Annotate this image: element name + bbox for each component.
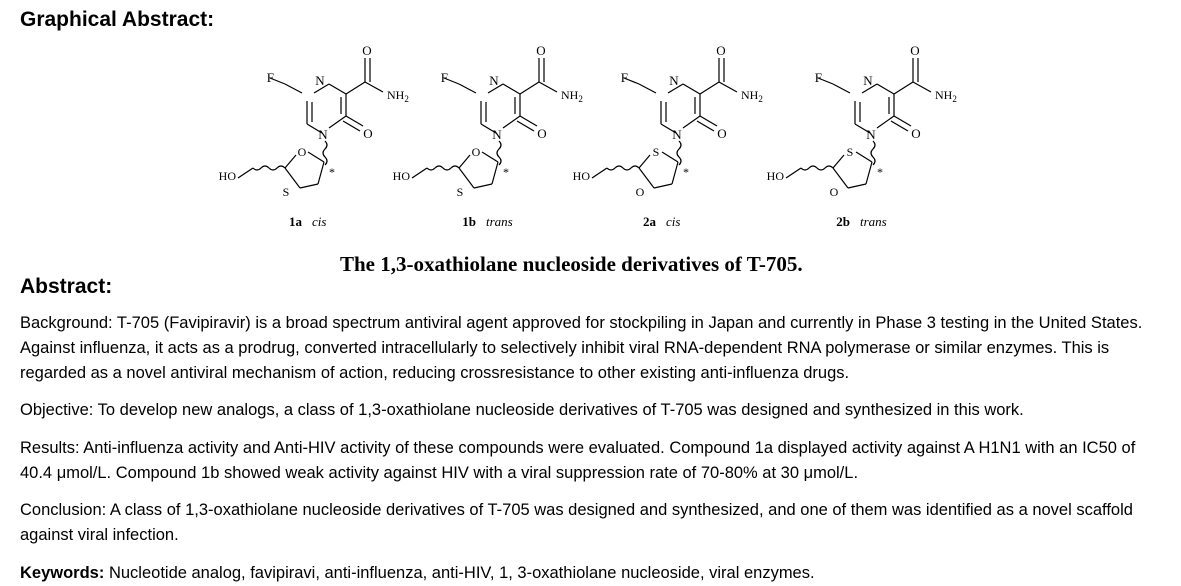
bond-line bbox=[672, 162, 678, 184]
structure-1b bbox=[393, 43, 583, 229]
ring-heteroatom-top: S bbox=[846, 145, 854, 159]
structure-1a bbox=[219, 43, 409, 229]
nitrogen-label: N bbox=[489, 73, 499, 88]
bond-line bbox=[482, 152, 498, 162]
abstract-heading: Abstract: bbox=[20, 275, 113, 298]
bond-line bbox=[300, 184, 318, 188]
nitrogen-label: N bbox=[672, 127, 682, 142]
stereocenter-star: * bbox=[503, 165, 509, 179]
bond-line bbox=[285, 155, 296, 168]
oxygen-label: O bbox=[363, 126, 373, 141]
wavy-bond bbox=[427, 166, 459, 170]
bond-line bbox=[894, 82, 913, 94]
bond-line bbox=[662, 152, 678, 162]
stereocenter-star: * bbox=[877, 165, 883, 179]
bond-line bbox=[877, 84, 894, 94]
stereo-label: cis bbox=[666, 214, 681, 229]
bond-line bbox=[474, 184, 492, 188]
bond-line bbox=[786, 168, 801, 178]
bond-line bbox=[833, 84, 850, 93]
ring-heteroatom-bottom: O bbox=[829, 185, 839, 199]
structures-svg bbox=[200, 38, 957, 283]
nitrogen-label: N bbox=[866, 127, 876, 142]
fluorine-label: F bbox=[814, 70, 822, 85]
structure-2b bbox=[767, 43, 957, 229]
hydroxyl-label: HO bbox=[572, 169, 590, 183]
bond-line bbox=[285, 84, 302, 93]
oxygen-label: O bbox=[717, 126, 727, 141]
bond-line bbox=[503, 116, 520, 128]
bond-line bbox=[913, 82, 931, 92]
keywords-text: Nucleotide analog, favipiravi, anti-influenza, anti-HIV, 1, 3-oxathiolane nucleoside, viral enzymes. bbox=[108, 564, 815, 582]
nitrogen-label: N bbox=[318, 127, 328, 142]
bond-line bbox=[639, 84, 656, 93]
compound-id-label: 2b bbox=[836, 214, 850, 229]
objective-paragraph: Objective: To develop new analogs, a class of 1,3-oxathiolane nucleoside derivatives of T-705 was designed and synthesized in this work. bbox=[20, 401, 1024, 419]
fluorine-label: F bbox=[266, 70, 274, 85]
ring-heteroatom-bottom: S bbox=[282, 185, 290, 199]
compound-id-label: 2a bbox=[643, 214, 656, 229]
oxygen-label: O bbox=[716, 43, 726, 58]
ring-heteroatom-top: O bbox=[297, 145, 307, 159]
fluorine-label: F bbox=[440, 70, 448, 85]
structure-2a bbox=[573, 43, 763, 229]
wavy-bond bbox=[607, 166, 639, 170]
bond-line bbox=[683, 84, 700, 94]
bond-line bbox=[329, 116, 346, 128]
graphical-abstract-figure bbox=[200, 38, 957, 283]
compound-id-label: 1b bbox=[462, 214, 476, 229]
bond-line bbox=[592, 168, 607, 178]
wavy-bond bbox=[253, 166, 285, 170]
amine-label: $NH_2$ bbox=[935, 88, 957, 104]
hydroxyl-label: HO bbox=[766, 169, 784, 183]
hydroxyl-label: HO bbox=[392, 169, 410, 183]
ring-heteroatom-bottom: S bbox=[456, 185, 464, 199]
bond-line bbox=[856, 152, 872, 162]
oxygen-label: O bbox=[910, 43, 920, 58]
oxygen-label: O bbox=[911, 126, 921, 141]
bond-line bbox=[308, 152, 324, 162]
bond-line bbox=[654, 184, 672, 188]
bond-line bbox=[503, 84, 520, 94]
bond-line bbox=[539, 82, 557, 92]
background-paragraph: Background: T-705 (Favipiravir) is a broad spectrum antiviral agent approved for stockpiling in Japan and currently in Phase 3 testing in the United States. Against influenza, it acts as a prodrug, converted intracellularly to selectively inhibit viral RNA-dependent RNA polymerase or similar enzymes. This is regarded as a novel antiviral mechanism of action, reducing crossresistance to other existing anti-influenza drugs. bbox=[20, 314, 1143, 382]
hydroxyl-label: HO bbox=[218, 169, 236, 183]
bond-line bbox=[492, 162, 498, 184]
wavy-bond bbox=[801, 166, 833, 170]
bond-line bbox=[459, 155, 470, 168]
bond-line bbox=[329, 84, 346, 94]
bond-line bbox=[833, 155, 844, 168]
ring-heteroatom-bottom: O bbox=[635, 185, 645, 199]
oxygen-label: O bbox=[537, 126, 547, 141]
nitrogen-label: N bbox=[492, 127, 502, 142]
stereo-label: trans bbox=[860, 214, 887, 229]
bond-line bbox=[365, 82, 383, 92]
fluorine-label: F bbox=[620, 70, 628, 85]
bond-line bbox=[877, 116, 894, 128]
bond-line bbox=[683, 116, 700, 128]
amine-label: $NH_2$ bbox=[387, 88, 409, 104]
amine-label: $NH_2$ bbox=[561, 88, 583, 104]
stereo-label: cis bbox=[312, 214, 327, 229]
nitrogen-label: N bbox=[315, 73, 325, 88]
nitrogen-label: N bbox=[669, 73, 679, 88]
oxygen-label: O bbox=[536, 43, 546, 58]
bond-line bbox=[459, 84, 476, 93]
bond-line bbox=[719, 82, 737, 92]
bond-line bbox=[866, 162, 872, 184]
bond-line bbox=[238, 168, 253, 178]
bond-line bbox=[318, 162, 324, 184]
keywords-label: Keywords: bbox=[20, 564, 105, 582]
stereo-label: trans bbox=[486, 214, 513, 229]
keywords-paragraph bbox=[20, 561, 1160, 586]
bond-line bbox=[639, 155, 650, 168]
bond-line bbox=[520, 82, 539, 94]
ring-heteroatom-top: S bbox=[652, 145, 660, 159]
conclusion-paragraph: Conclusion: A class of 1,3-oxathiolane nucleoside derivatives of T-705 was designed and synthesized, and one of them was identified as a novel scaffold against viral infection. bbox=[20, 501, 1133, 544]
ring-heteroatom-top: O bbox=[471, 145, 481, 159]
compound-id-label: 1a bbox=[289, 214, 302, 229]
amine-label: $NH_2$ bbox=[741, 88, 763, 104]
graphical-abstract-heading: Graphical Abstract: bbox=[20, 8, 215, 31]
nitrogen-label: N bbox=[863, 73, 873, 88]
stereocenter-star: * bbox=[329, 165, 335, 179]
bond-line bbox=[346, 82, 365, 94]
bond-line bbox=[848, 184, 866, 188]
bond-line bbox=[412, 168, 427, 178]
bond-line bbox=[700, 82, 719, 94]
stereocenter-star: * bbox=[683, 165, 689, 179]
oxygen-label: O bbox=[362, 43, 372, 58]
results-paragraph: Results: Anti-influenza activity and Anti-HIV activity of these compounds were evaluated. Compound 1a displayed activity against A H1N1 with an IC50 of 40.4 μmol/L. Compound 1b showed weak activity against HIV with a viral suppression rate of 70-80% at 30 μmol/L. bbox=[20, 439, 1136, 482]
figure-caption: The 1,3-oxathiolane nucleoside derivatives of T-705. bbox=[340, 252, 803, 276]
